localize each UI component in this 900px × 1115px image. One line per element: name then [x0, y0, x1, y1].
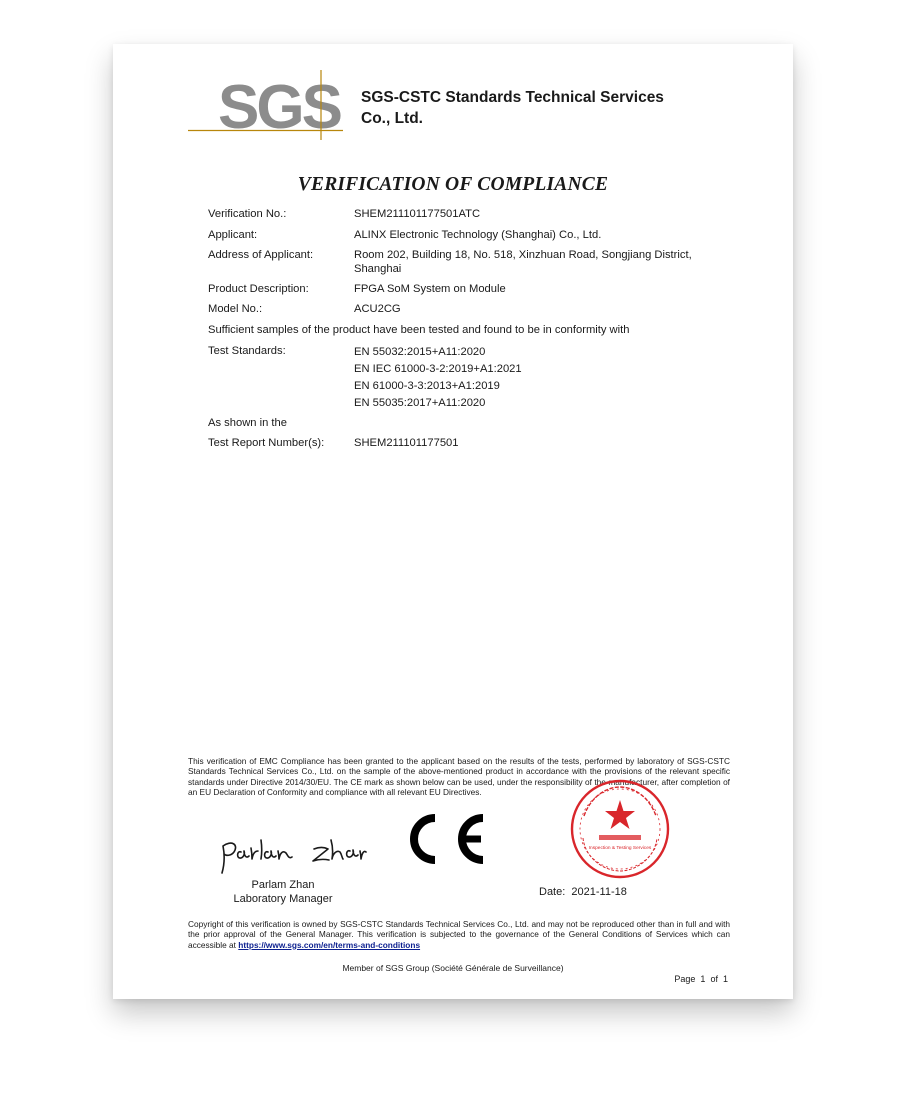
svg-text:SGS: SGS	[218, 73, 340, 140]
date-value: 2021-11-18	[571, 886, 627, 898]
date-line	[539, 886, 627, 898]
field-value: EN 55032:2015+A11:2020 EN IEC 61000-3-2:2019+A1:2021 EN 61000-3-3:2013+A1:2019 EN 55035:2017+A11:2020	[354, 346, 522, 409]
field-value: FPGA SoM System on Module	[354, 283, 506, 295]
field-test-report	[208, 436, 728, 456]
field-label: Product Description:	[208, 283, 309, 295]
date-label: Date:	[539, 886, 566, 898]
certificate-page	[113, 44, 793, 999]
page-number: Page 1 of 1	[674, 974, 728, 984]
ce-mark-icon	[407, 809, 497, 869]
company-seal-icon	[569, 778, 671, 880]
as-shown-text: As shown in the	[208, 417, 287, 429]
company-name: SGS-CSTC Standards Technical Services Co., Ltd.	[361, 89, 664, 127]
field-address	[208, 248, 728, 282]
field-label: Test Report Number(s):	[208, 437, 325, 449]
terms-link[interactable]: https://www.sgs.com/en/terms-and-conditions	[238, 939, 421, 950]
certificate-fields	[208, 207, 728, 456]
field-label: Applicant:	[208, 229, 258, 241]
field-label: Test Standards:	[208, 345, 286, 357]
document-title: VERIFICATION OF COMPLIANCE	[297, 174, 609, 195]
sgs-logo	[188, 68, 343, 140]
field-label: Address of Applicant:	[208, 249, 314, 261]
field-label: Model No.:	[208, 303, 263, 315]
copyright-notice: Copyright of this verification is owned by SGS-CSTC Standards Technical Services Co., Ltd. and may not be reproduced other than in full and with the prior approval of the General Manager. This verification is subjected to the governance of the General Conditions of Services which can accessible at https://www.sgs.com/en/terms-and-conditions	[188, 919, 730, 950]
sgs-group-member-line: Member of SGS Group (Société Générale de Surveillance)	[342, 963, 564, 973]
field-value: SHEM211101177501	[354, 437, 459, 449]
field-applicant	[208, 228, 728, 248]
signer-block	[208, 878, 358, 906]
signature-image	[217, 832, 367, 874]
field-test-standards	[208, 344, 728, 416]
signer-name: Parlam Zhan	[251, 879, 315, 891]
field-value: ALINX Electronic Technology (Shanghai) Co., Ltd.	[354, 229, 602, 241]
field-label: Verification No.:	[208, 208, 287, 220]
field-value: Room 202, Building 18, No. 518, Xinzhuan Road, Songjiang District, Shanghai	[354, 249, 692, 275]
conformity-statement: Sufficient samples of the product have been tested and found to be in conformity with	[208, 324, 630, 336]
field-value: ACU2CG	[354, 303, 401, 315]
emc-statement: This verification of EMC Compliance has been granted to the applicant based on the results of the tests, performed by laboratory of SGS-CSTC Standards Technical Services Co., Ltd. on the sample of the above-mentioned product in accordance with the provisions of the relevant specific standards under Directive 2014/30/EU. The CE mark as shown below can be used, under the responsibility of the manufacturer, after completion of an EU Declaration of Conformity and compliance with all relevant EU Directives.	[188, 756, 730, 797]
field-product	[208, 282, 728, 302]
field-model	[208, 302, 728, 323]
signer-role: Laboratory Manager	[233, 893, 333, 905]
field-value: SHEM211101177501ATC	[354, 208, 481, 220]
field-verification-no	[208, 207, 728, 228]
svg-text:Inspection & Testing Services: Inspection & Testing Services	[588, 846, 652, 851]
